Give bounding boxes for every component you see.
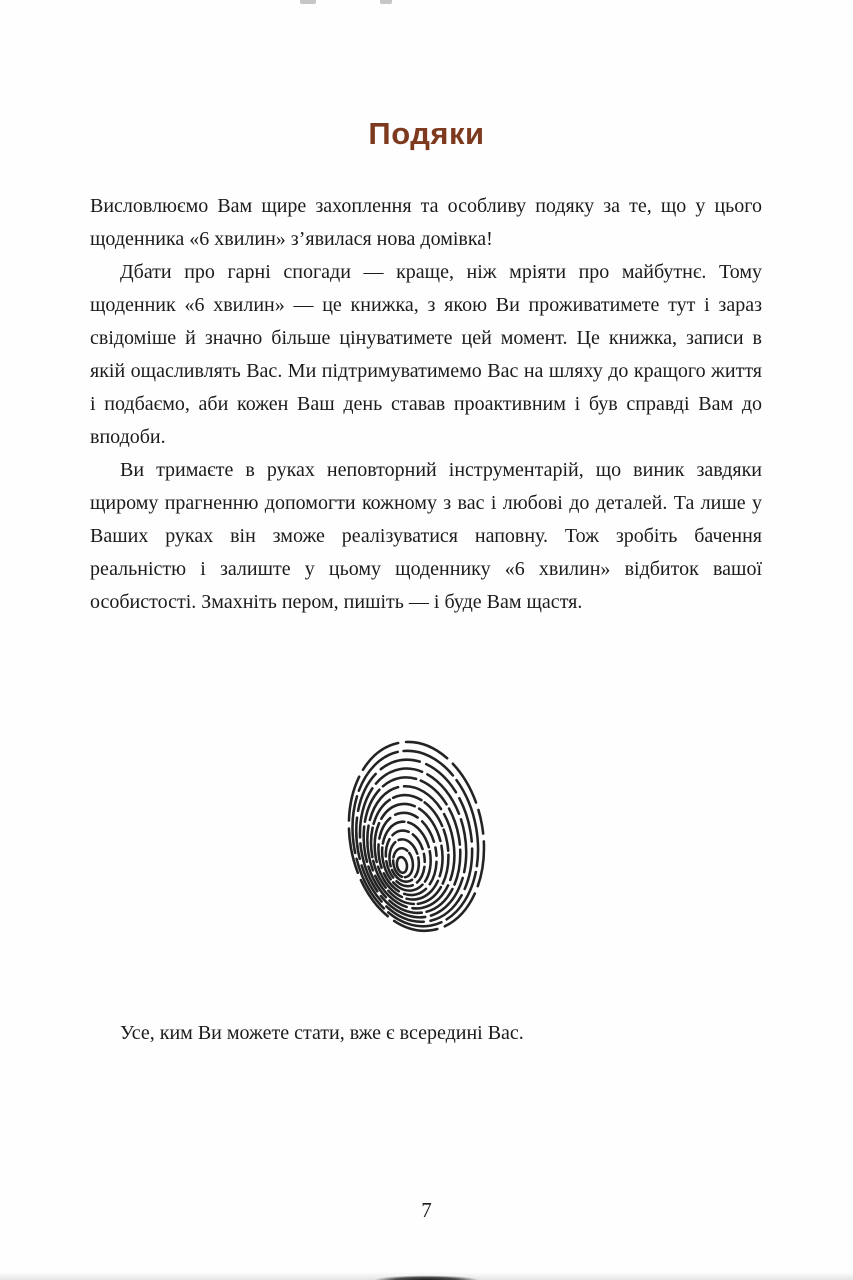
closing-quote: Усе, ким Ви можете стати, вже є всередині Вас. [120, 1022, 524, 1044]
fingerprint-image [344, 733, 494, 945]
scan-artifact [380, 0, 392, 4]
page-title: Подяки [368, 116, 485, 151]
page-number: 7 [421, 1198, 432, 1222]
fingerprint-graphic [344, 733, 494, 945]
body-text [90, 190, 762, 619]
paragraph: Дбати про гарні спогади — краще, ніж мріяти про майбутнє. Тому щоденник «6 хвилин» — це книжка, з якою Ви проживатимете тут і зараз свідоміше й значно більше цінуватимете цей момент. Це книжка, записи в якій ощасливлять Вас. Ми підтримуватимемо Вас на шляху до кращого життя і подбаємо, аби кожен Ваш день ставав проактивним і був справді Вам до вподоби. [90, 261, 762, 448]
scan-artifact [300, 0, 316, 4]
paragraph: Ви тримаєте в руках неповторний інструментарій, що виник завдяки щирому прагненню допомогти кожному з вас і любові до деталей. Та лише у Ваших руках він зможе реалізуватися наповну. Тож зробіть бачення реальністю і залиште у цьому щоденнику «6 хвилин» відбиток вашої особистості. Змахніть пером, пишіть — і буде Вам щастя. [90, 459, 762, 613]
paragraph: Висловлюємо Вам щире захоплення та особливу подяку за те, що у цього щоденника «6 хвилин» з’явилася нова домівка! [90, 195, 762, 250]
scan-bottom-edge [0, 1272, 853, 1280]
